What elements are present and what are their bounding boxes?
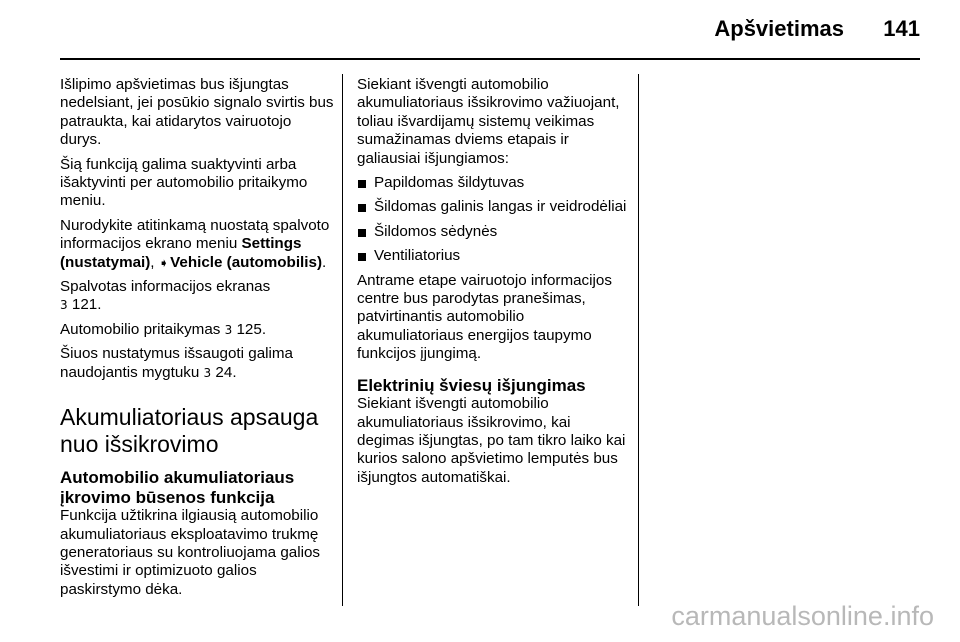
paragraph: Šią funkciją galima suaktyvinti arba išaktyvinti per automobilio pritaikymo meniu. (60, 155, 308, 210)
subsection-heading: Elektrinių šviesų išjungimas (357, 375, 586, 395)
paragraph: Antrame etape vairuotojo informacijos centre bus parodytas pranešimas, patvirtinantis automobilio akumuliatoriaus energijos taupymo funkcijos įjungimą. (357, 271, 612, 363)
page-number: 141 (883, 16, 920, 41)
page-reference-icon: 3 (60, 298, 68, 313)
paragraph (60, 321, 334, 339)
period: . (322, 253, 327, 271)
paragraph (60, 345, 334, 382)
page-title: Apšvietimas (714, 16, 844, 41)
paragraph-text: Šiuos nustatymus išsaugoti galima naudojantis mygtuku (60, 345, 293, 381)
section-heading: Akumuliatoriaus apsauga nuo išsikrovimo (60, 404, 319, 458)
paragraph: Siekiant išvengti automobilio akumuliatoriaus išsikrovimo važiuojant, toliau išvardijamų sistemų veikimas sumažinamas dviems etapais ir galiausiai išjungiamos: (357, 76, 620, 167)
paragraph-text: Automobilio pritaikymas (60, 320, 221, 338)
menu-settings-label: Settings (nustatymai) (60, 235, 302, 271)
right-column (357, 76, 631, 493)
menu-vehicle-label: Vehicle (automobilis) (170, 253, 322, 271)
subsection-heading: Automobilio akumuliatoriaus įkrovimo būsenos funkcija (60, 468, 295, 507)
page-header (60, 16, 920, 46)
header-divider (60, 58, 920, 60)
paragraph-text: Spalvotas informacijos ekranas (60, 278, 271, 296)
left-column (60, 76, 334, 605)
paragraph-text: Nurodykite atitinkamą nuostatą spalvoto informacijos ekrano meniu (60, 216, 330, 253)
list-item: Ventiliatorius (357, 247, 631, 265)
paragraph (60, 217, 334, 272)
list-item: Papildomas šildytuvas (357, 174, 631, 192)
vehicle-icon: ➧ (158, 255, 169, 270)
column-divider-left (342, 74, 343, 606)
paragraph (60, 278, 334, 315)
paragraph: Funkcija užtikrina ilgiausią automobilio akumuliatoriaus eksploatavimo trukmę generatoriaus su kontroliuojama galios išvestimi ir optimizuoto galios paskirstymo dėka. (60, 507, 321, 598)
page-reference: 24. (215, 363, 237, 381)
list-item: Šildomas galinis langas ir veidrodėliai (357, 198, 631, 216)
watermark: carmanualsonline.info (671, 601, 934, 631)
bullet-list (357, 174, 631, 266)
column-divider-right (638, 74, 639, 606)
page-reference: 121. (71, 296, 102, 314)
paragraph: Siekiant išvengti automobilio akumuliatoriaus išsikrovimo, kai degimas išjungtas, po tam tikro laiko kai kurios salono apšvietimo lemputės bus išjungtos automatiškai. (357, 395, 626, 486)
paragraph: Išlipimo apšvietimas bus išjungtas nedelsiant, jei posūkio signalo svirtis bus patraukta, kai atidarytos vairuotojo durys. (60, 76, 334, 149)
separator: , (150, 253, 159, 271)
page-reference-icon: 3 (203, 365, 212, 380)
page-reference-icon: 3 (224, 322, 233, 337)
list-item: Šildomos sėdynės (357, 223, 631, 241)
page-reference: 125. (236, 320, 267, 338)
